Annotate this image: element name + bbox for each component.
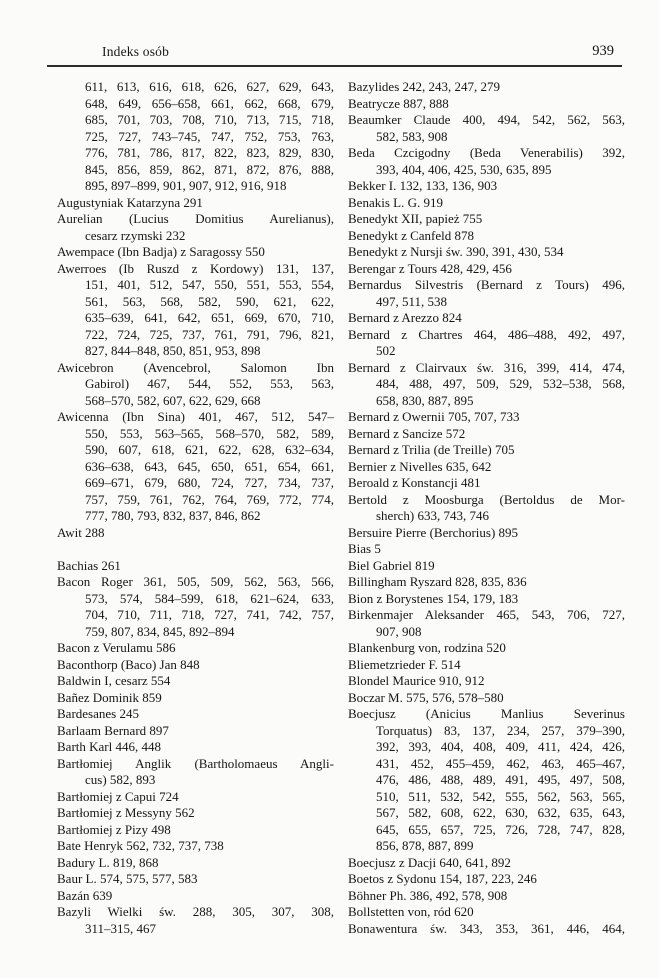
index-entry: [57, 706, 334, 723]
index-entry: [57, 739, 334, 756]
index-entry: [57, 558, 334, 575]
index-line: 645, 655, 657, 725, 726, 728, 747, 828,: [376, 821, 625, 837]
index-entry: [348, 591, 625, 608]
index-entry: [348, 79, 625, 96]
index-entry: [57, 789, 334, 806]
index-line: Beatrycze 887, 888: [348, 95, 449, 111]
index-line: Bachias 261: [57, 557, 121, 573]
index-entry: [348, 657, 625, 674]
index-entry: [348, 228, 625, 245]
index-column-left: [57, 79, 334, 937]
index-entry: [348, 558, 625, 575]
index-line: Awicenna (Ibn Sina) 401, 467, 512, 547–: [57, 409, 334, 424]
index-line: 895, 897–899, 901, 907, 912, 916, 918: [85, 178, 287, 193]
index-line: 685, 701, 703, 708, 710, 713, 715, 718,: [85, 112, 334, 127]
index-line: 582, 583, 908: [376, 128, 448, 144]
index-line: Bonawentura św. 343, 353, 361, 446, 464,: [348, 920, 625, 936]
index-entry: [348, 541, 625, 558]
index-entry: [57, 360, 334, 410]
index-line: 777, 780, 793, 832, 837, 846, 862: [85, 508, 261, 523]
index-line: Birkenmajer Aleksander 465, 543, 706, 727,: [348, 607, 625, 622]
index-entry: [57, 822, 334, 839]
index-entry: [348, 178, 625, 195]
index-line: Beda Czcigodny (Beda Venerabilis) 392,: [348, 145, 625, 160]
index-entry: [348, 112, 625, 145]
index-entry: [57, 888, 334, 905]
index-line: Beroald z Konstancji 481: [348, 475, 481, 490]
index-line: Bartłomiej z Capui 724: [57, 788, 179, 804]
index-line: Böhner Ph. 386, 492, 578, 908: [348, 887, 508, 903]
index-line: Bartłomiej z Messyny 562: [57, 805, 195, 820]
index-entry: [57, 690, 334, 707]
index-line: 151, 401, 512, 547, 550, 551, 553, 554,: [85, 277, 334, 292]
index-line: 704, 710, 711, 718, 727, 741, 742, 757,: [85, 607, 334, 622]
index-line: 907, 908: [376, 623, 422, 639]
index-line: 476, 486, 488, 489, 491, 495, 497, 508,: [376, 772, 625, 787]
index-line: Bliemetzrieder F. 514: [348, 656, 461, 672]
index-entry: [57, 673, 334, 690]
index-entry: [57, 756, 334, 789]
index-line: 648, 649, 656–658, 661, 662, 668, 679,: [85, 95, 334, 111]
index-line: 573, 574, 584–599, 618, 621–624, 633,: [85, 590, 334, 606]
index-entry: [348, 475, 625, 492]
index-line: 725, 727, 743–745, 747, 752, 753, 763,: [85, 128, 334, 144]
index-line: 484, 488, 497, 509, 529, 532–538, 568,: [376, 376, 625, 391]
index-entry: [57, 805, 334, 822]
page-header-title: Indeks osób: [102, 44, 170, 59]
index-line: Bernardus Silvestris (Bernard z Tours) 496,: [348, 277, 625, 292]
index-line: Baconthorp (Baco) Jan 848: [57, 656, 200, 672]
index-line: Aurelian (Lucius Domitius Aurelianus),: [57, 211, 334, 226]
index-entry: [348, 690, 625, 707]
index-entry: [57, 211, 334, 244]
index-line: Awerroes (Ib Ruszd z Kordowy) 131, 137,: [57, 260, 334, 276]
index-line: Bernard z Clairvaux św. 316, 399, 414, 474,: [348, 359, 625, 375]
index-line: 550, 553, 563–565, 568–570, 582, 589,: [85, 425, 334, 441]
index-line: cus) 582, 893: [85, 772, 156, 787]
index-line: Boecjusz z Dacji 640, 641, 892: [348, 854, 511, 870]
index-column-right: [348, 79, 625, 937]
index-entry: [348, 310, 625, 327]
index-line: 311–315, 467: [85, 920, 157, 936]
index-entry: [348, 871, 625, 888]
index-line: 722, 724, 725, 737, 761, 791, 796, 821,: [85, 326, 334, 342]
index-entry: [57, 657, 334, 674]
index-line: Bernard z Owernii 705, 707, 733: [348, 409, 520, 424]
index-entry: [348, 888, 625, 905]
index-entry: [348, 921, 625, 938]
index-entry: [57, 409, 334, 525]
index-line: 845, 856, 859, 862, 871, 872, 876, 888,: [85, 161, 334, 177]
index-line: Boecjusz (Anicius Manlius Severinus: [348, 706, 625, 721]
index-line: Bollstetten von, ród 620: [348, 904, 474, 919]
index-line: 776, 781, 786, 817, 822, 823, 829, 830,: [85, 145, 334, 160]
index-entry: [348, 904, 625, 921]
index-line: Bacon z Verulamu 586: [57, 640, 176, 655]
index-line: Awicebron (Avencebrol, Salomon Ibn: [57, 359, 334, 375]
index-line: 827, 844–848, 850, 851, 953, 898: [85, 343, 261, 358]
index-entry: [348, 145, 625, 178]
index-entry: [348, 277, 625, 310]
section-gap: [57, 541, 334, 558]
index-line: Bardesanes 245: [57, 706, 139, 721]
index-line: Bias 5: [348, 541, 381, 556]
index-line: sherch) 633, 743, 746: [376, 508, 490, 523]
index-line: cesarz rzymski 232: [85, 227, 186, 243]
index-entry: [348, 855, 625, 872]
index-line: Bazyli Wielki św. 288, 305, 307, 308,: [57, 904, 334, 919]
index-entry: [348, 673, 625, 690]
index-line: Torquatus) 83, 137, 234, 257, 379–390,: [376, 722, 625, 738]
index-line: Bañez Dominik 859: [57, 689, 162, 705]
index-line: Benedykt z Nursji św. 390, 391, 430, 534: [348, 244, 564, 259]
index-entry: [348, 360, 625, 410]
index-entry: [348, 327, 625, 360]
page-number: 939: [592, 43, 614, 59]
index-line: 759, 807, 834, 845, 892–894: [85, 623, 235, 639]
index-line: Bernard z Chartres 464, 486–488, 492, 497,: [348, 326, 625, 342]
index-line: 635–639, 641, 642, 651, 669, 670, 710,: [85, 310, 334, 325]
index-line: Benakis L. G. 919: [348, 194, 443, 210]
index-entry: [348, 706, 625, 855]
index-entry: [348, 640, 625, 657]
index-line: Benedykt XII, papież 755: [348, 211, 483, 226]
index-entry: [57, 195, 334, 212]
index-line: Awempace (Ibn Badja) z Saragossy 550: [57, 244, 265, 259]
index-entry: [57, 525, 334, 542]
index-entry: [57, 640, 334, 657]
index-line: 568–570, 582, 607, 622, 629, 668: [85, 392, 261, 408]
index-line: Bion z Borystenes 154, 179, 183: [348, 590, 519, 606]
index-line: Bekker I. 132, 133, 136, 903: [348, 178, 498, 193]
index-line: Billingham Ryszard 828, 835, 836: [348, 574, 527, 589]
index-line: Barlaam Bernard 897: [57, 722, 169, 738]
index-line: 611, 613, 616, 618, 626, 627, 629, 643,: [85, 79, 334, 94]
index-line: Berengar z Tours 428, 429, 456: [348, 260, 512, 276]
index-line: 856, 878, 887, 899: [376, 838, 474, 853]
index-entry: [57, 261, 334, 360]
index-line: 567, 582, 608, 622, 630, 632, 635, 643,: [376, 805, 625, 820]
index-line: Biel Gabriel 819: [348, 557, 435, 573]
index-line: Awit 288: [57, 524, 105, 540]
index-entry: [348, 244, 625, 261]
index-line: 502: [376, 343, 396, 358]
index-entry: [348, 96, 625, 113]
index-line: 431, 452, 455–459, 462, 463, 465–467,: [376, 755, 625, 771]
header-rule: [47, 65, 622, 67]
index-line: Barth Karl 446, 448: [57, 739, 161, 754]
index-entry: [57, 244, 334, 261]
index-line: Boczar M. 575, 576, 578–580: [348, 689, 504, 705]
index-line: Bazán 639: [57, 887, 113, 903]
page-header: [47, 44, 622, 62]
index-entry: [57, 855, 334, 872]
index-line: 658, 830, 887, 895: [376, 392, 474, 408]
index-line: Bate Henryk 562, 732, 737, 738: [57, 838, 224, 853]
index-line: Badury L. 819, 868: [57, 854, 159, 870]
index-line: Bazylides 242, 243, 247, 279: [348, 79, 501, 94]
index-line: Bernier z Nivelles 635, 642: [348, 458, 492, 474]
index-entry: [348, 195, 625, 212]
index-line: 510, 511, 532, 542, 555, 562, 563, 565,: [376, 788, 625, 804]
index-line: Boetos z Sydonu 154, 187, 223, 246: [348, 871, 537, 886]
index-entry: [348, 525, 625, 542]
index-line: 561, 563, 568, 582, 590, 621, 622,: [85, 293, 334, 309]
index-line: 636–638, 643, 645, 650, 651, 654, 661,: [85, 458, 334, 474]
index-line: 669–671, 679, 680, 724, 727, 734, 737,: [85, 475, 334, 490]
index-line: 757, 759, 761, 762, 764, 769, 772, 774,: [85, 491, 334, 507]
index-entry: [57, 723, 334, 740]
index-entry: [348, 607, 625, 640]
index-entry: [57, 871, 334, 888]
index-line: Baur L. 574, 575, 577, 583: [57, 871, 198, 886]
index-line: 393, 404, 406, 425, 530, 635, 895: [376, 161, 552, 177]
index-line: 590, 607, 618, 621, 622, 628, 632–634,: [85, 442, 334, 457]
index-line: Bersuire Pierre (Berchorius) 895: [348, 524, 519, 540]
index-line: Bernard z Sancize 572: [348, 425, 466, 441]
index-line: Bartłomiej z Pizy 498: [57, 821, 171, 837]
index-entry: [348, 409, 625, 426]
index-entry: [348, 492, 625, 525]
index-line: Baldwin I, cesarz 554: [57, 673, 171, 688]
index-line: Beaumker Claude 400, 494, 542, 562, 563,: [348, 112, 625, 127]
index-line: Bernard z Arezzo 824: [348, 310, 462, 325]
index-entry: [348, 211, 625, 228]
index-entry: [348, 442, 625, 459]
index-line: Benedykt z Canfeld 878: [348, 227, 474, 243]
index-entry: [57, 838, 334, 855]
index-entry: [57, 904, 334, 937]
index-entry: [348, 574, 625, 591]
index-line: 497, 511, 538: [376, 293, 448, 309]
index-entry: [57, 574, 334, 640]
index-entry: [57, 79, 334, 195]
index-line: Blankenburg von, rodzina 520: [348, 640, 506, 655]
index-entry: [348, 426, 625, 443]
index-entry: [348, 459, 625, 476]
index-line: Gabirol) 467, 544, 552, 553, 563,: [85, 376, 334, 391]
index-line: Blondel Maurice 910, 912: [348, 673, 485, 688]
index-line: Augustyniak Katarzyna 291: [57, 194, 203, 210]
index-line: Bacon Roger 361, 505, 509, 562, 563, 566,: [57, 574, 334, 589]
index-line: 392, 393, 404, 408, 409, 411, 424, 426,: [376, 739, 625, 754]
index-line: Bartłomiej Anglik (Bartholomaeus Angli-: [57, 755, 334, 771]
index-line: Bertold z Moosburga (Bertoldus de Mor-: [348, 491, 625, 507]
index-entry: [348, 261, 625, 278]
index-line: Bernard z Trilia (de Treille) 705: [348, 442, 515, 457]
